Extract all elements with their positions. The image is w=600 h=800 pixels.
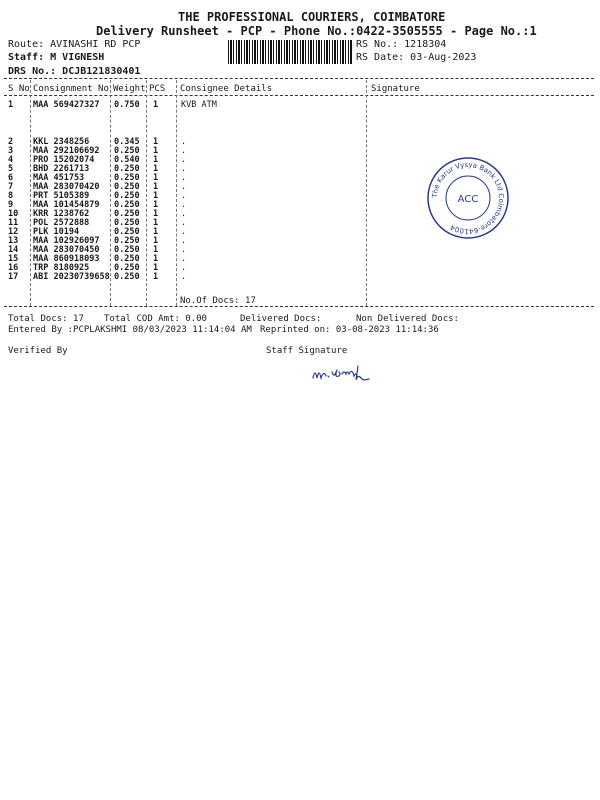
row-consignee: . (181, 164, 187, 174)
row-consignee: . (181, 236, 187, 246)
row-consignment-no: BHD 2261713 (33, 164, 90, 174)
row-consignee: . (181, 218, 187, 228)
row-sno: 5 (8, 164, 14, 174)
column-divider (30, 80, 31, 306)
row-weight: 0.250 (114, 200, 140, 210)
row-sno: 16 (8, 263, 19, 273)
row-consignee: . (181, 182, 187, 192)
row-pcs: 1 (153, 155, 159, 165)
row-pcs: 1 (153, 263, 159, 273)
row-weight: 0.250 (114, 236, 140, 246)
row-weight: 0.250 (114, 263, 140, 273)
total-cod-amount: Total COD Amt: 0.00 (104, 314, 207, 324)
row-weight: 0.250 (114, 173, 140, 183)
verified-by-label: Verified By (8, 346, 68, 356)
row-consignment-no: MAA 860918093 (33, 254, 100, 264)
row-sno: 10 (8, 209, 19, 219)
row-consignment-no: MAA 451753 (33, 173, 85, 183)
row-pcs: 1 (153, 245, 159, 255)
row-weight: 0.750 (114, 100, 140, 110)
row-consignment-no: PLK 10194 (33, 227, 80, 237)
row-pcs: 1 (153, 254, 159, 264)
row-sno: 13 (8, 236, 19, 246)
entered-by: Entered By :PCPLAKSHMI 08/03/2023 11:14:04 AM (8, 325, 252, 335)
total-docs: Total Docs: 17 (8, 314, 84, 324)
row-sno: 12 (8, 227, 19, 237)
delivered-docs: Delivered Docs: (240, 314, 322, 324)
row-pcs: 1 (153, 218, 159, 228)
column-divider (146, 80, 147, 306)
column-divider (366, 80, 367, 306)
row-pcs: 1 (153, 173, 159, 183)
row-weight: 0.250 (114, 182, 140, 192)
row-consignee: . (181, 272, 187, 282)
row-sno: 1 (8, 100, 14, 110)
row-pcs: 1 (153, 227, 159, 237)
row-sno: 6 (8, 173, 14, 183)
row-consignee: . (181, 200, 187, 210)
bank-stamp-icon (426, 156, 510, 240)
row-consignment-no: MAA 283070450 (33, 245, 100, 255)
route-label: Route: AVINASHI RD PCP (8, 39, 141, 50)
row-sno: 4 (8, 155, 14, 165)
row-consignment-no: KKL 2348256 (33, 137, 90, 147)
column-divider (176, 80, 177, 306)
row-weight: 0.250 (114, 164, 140, 174)
column-header-consignee: Consignee Details (180, 84, 273, 94)
row-sno: 9 (8, 200, 14, 210)
row-pcs: 1 (153, 146, 159, 156)
row-pcs: 1 (153, 100, 159, 110)
reprinted-on: Reprinted on: 03-08-2023 11:14:36 (260, 325, 439, 335)
column-header-sno: S No (8, 84, 30, 94)
rs-date: RS Date: 03-Aug-2023 (356, 52, 477, 63)
column-header-consignment: Consignment No (33, 84, 109, 94)
row-weight: 0.250 (114, 209, 140, 219)
row-weight: 0.250 (114, 227, 140, 237)
stamp-ring-text: The Karur Vysya Bank Ltd Coimbatore-641004 (430, 160, 506, 236)
row-consignee: . (181, 227, 187, 237)
row-consignee: . (181, 173, 187, 183)
handwritten-signature-icon (310, 360, 372, 386)
row-sno: 7 (8, 182, 14, 192)
row-pcs: 1 (153, 209, 159, 219)
divider-header (4, 95, 594, 96)
runsheet-subtitle: Delivery Runsheet - PCP - Phone No.:0422-3505555 - Page No.:1 (96, 24, 537, 38)
row-consignee: . (181, 137, 187, 147)
row-sno: 3 (8, 146, 14, 156)
no-of-docs: No.Of Docs: 17 (180, 296, 256, 306)
row-consignee: . (181, 245, 187, 255)
row-sno: 11 (8, 218, 19, 228)
row-consignment-no: POL 2572888 (33, 218, 90, 228)
row-pcs: 1 (153, 191, 159, 201)
row-consignment-no: TRP 8180925 (33, 263, 90, 273)
row-consignment-no: MAA 102926097 (33, 236, 100, 246)
drs-number: DRS No.: DCJB121830401 (8, 66, 141, 77)
row-consignee: . (181, 254, 187, 264)
row-weight: 0.250 (114, 146, 140, 156)
row-pcs: 1 (153, 164, 159, 174)
staff-signature-label: Staff Signature (266, 346, 348, 356)
row-pcs: 1 (153, 182, 159, 192)
divider-bottom (4, 306, 594, 307)
row-consignee: . (181, 146, 187, 156)
row-consignee: . (181, 263, 187, 273)
row-consignment-no: PRT 5105389 (33, 191, 90, 201)
row-consignment-no: KRR 1238762 (33, 209, 90, 219)
row-weight: 0.250 (114, 254, 140, 264)
row-weight: 0.250 (114, 245, 140, 255)
row-consignment-no: ABI 20230739658 (33, 272, 110, 282)
row-pcs: 1 (153, 137, 159, 147)
row-sno: 17 (8, 272, 19, 282)
row-consignment-no: MAA 283070420 (33, 182, 100, 192)
row-weight: 0.250 (114, 218, 140, 228)
row-pcs: 1 (153, 236, 159, 246)
row-weight: 0.250 (114, 272, 140, 282)
row-sno: 14 (8, 245, 19, 255)
row-sno: 15 (8, 254, 19, 264)
rs-number: RS No.: 1218304 (356, 39, 447, 50)
column-divider (110, 80, 111, 306)
row-weight: 0.250 (114, 191, 140, 201)
row-consignee: . (181, 209, 187, 219)
stamp-center-text: ACC (457, 194, 479, 205)
company-name: THE PROFESSIONAL COURIERS, COIMBATORE (178, 10, 446, 24)
row-pcs: 1 (153, 272, 159, 282)
row-consignment-no: MAA 292106692 (33, 146, 100, 156)
row-consignment-no: MAA 569427327 (33, 100, 100, 110)
column-header-signature: Signature (371, 84, 420, 94)
row-pcs: 1 (153, 200, 159, 210)
row-consignment-no: PRO 15202074 (33, 155, 95, 165)
row-sno: 8 (8, 191, 14, 201)
row-consignee: . (181, 191, 187, 201)
row-consignment-no: MAA 101454879 (33, 200, 100, 210)
row-weight: 0.540 (114, 155, 140, 165)
staff-label: Staff: M VIGNESH (8, 52, 105, 63)
column-header-pcs: PCS (149, 84, 166, 94)
row-consignee: . (181, 155, 187, 165)
row-weight: 0.345 (114, 137, 140, 147)
row-sno: 2 (8, 137, 14, 147)
divider-top (4, 78, 594, 79)
column-header-weight: Weight (113, 84, 146, 94)
row-consignee: KVB ATM (181, 100, 217, 110)
non-delivered-docs: Non Delivered Docs: (356, 314, 459, 324)
barcode-icon (228, 40, 352, 64)
